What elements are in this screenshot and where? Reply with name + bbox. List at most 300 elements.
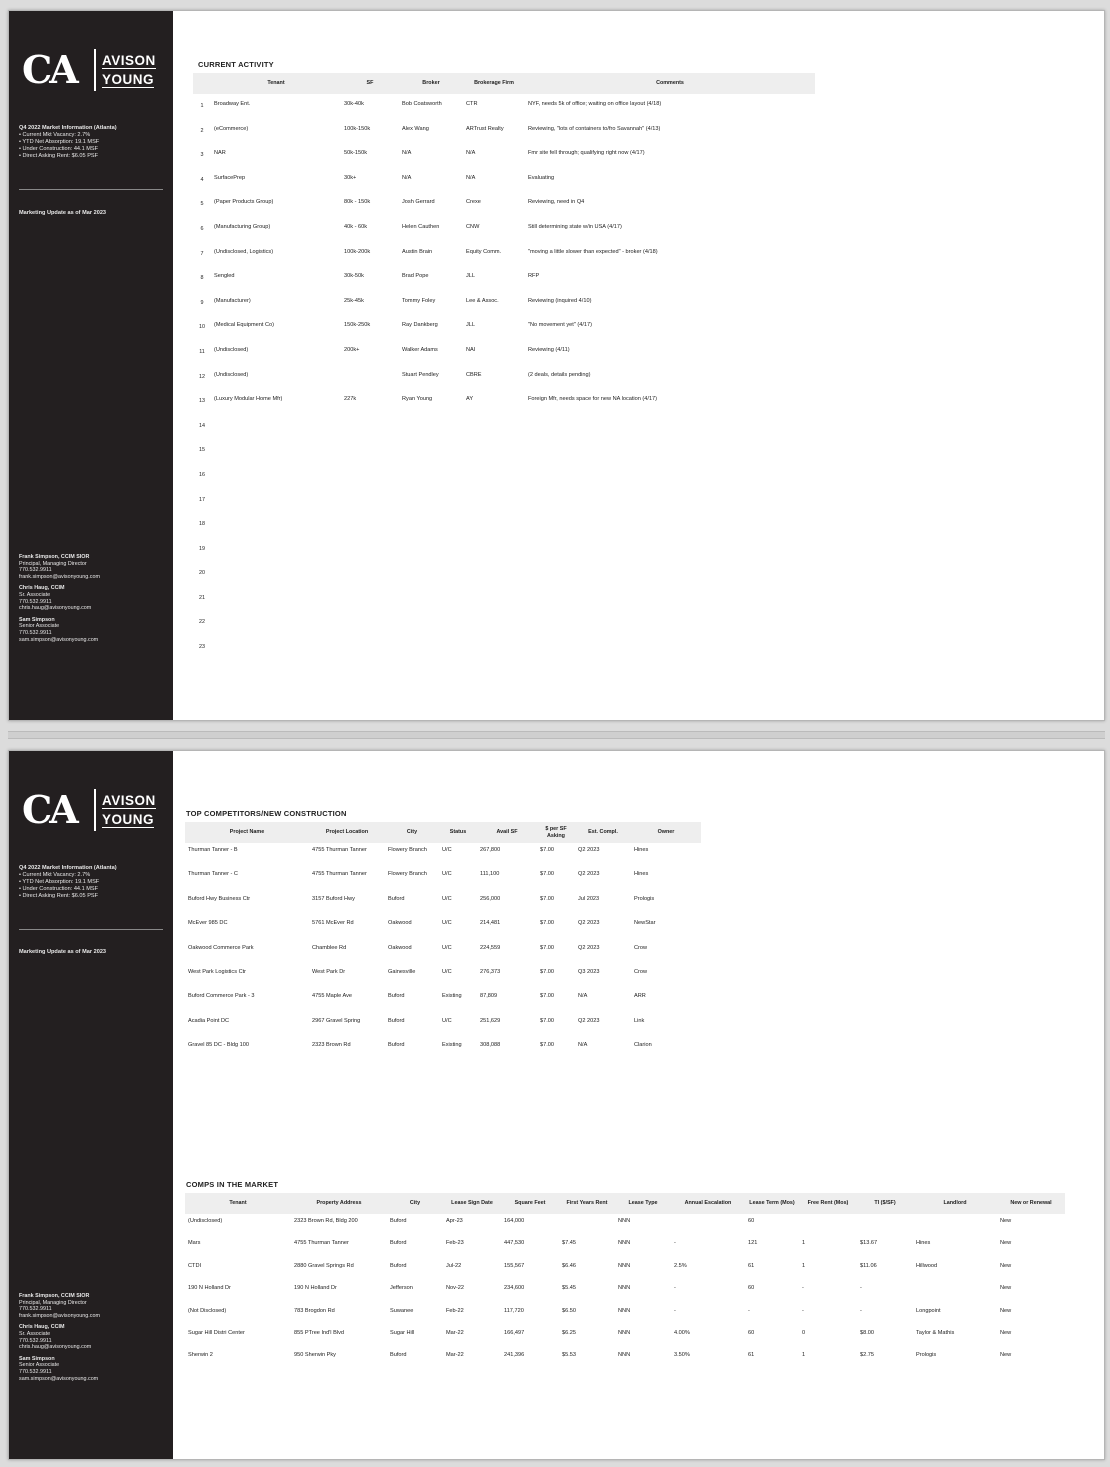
table-cell: 2.5%: [674, 1262, 687, 1269]
column-header: Annual Escalation: [671, 1193, 745, 1214]
table-cell: [211, 463, 341, 488]
table-cell: Equity Comm.: [466, 248, 502, 255]
contact-phone: 770.532.9911: [19, 598, 52, 605]
table-cell: Buford Hwy Business Ctr: [188, 895, 251, 902]
table-cell: U/C: [442, 1017, 452, 1024]
column-header: [193, 73, 211, 94]
comps-title: COMPS IN THE MARKET: [186, 1180, 279, 1189]
table-cell: ARR: [634, 993, 646, 1000]
table-cell: West Park Logistics Ctr: [188, 968, 247, 975]
market-info-item: • YTD Net Absorption: 19.1 MSF: [19, 879, 169, 886]
table-cell: 61: [748, 1352, 755, 1359]
row-number: 16: [199, 471, 205, 478]
table-cell: [857, 1214, 913, 1236]
table-row: [185, 941, 701, 965]
table-cell: 2967 Gravel Spring: [312, 1017, 361, 1024]
table-cell: Lee & Assoc.: [466, 297, 499, 304]
table-cell: 2323 Brown Rd, Bldg 200: [294, 1218, 358, 1224]
logo-mark: CA: [22, 787, 76, 832]
row-number: 1: [200, 103, 204, 109]
logo-divider: [94, 49, 96, 91]
table-cell: NNN: [618, 1352, 631, 1359]
contact-card: [19, 1356, 169, 1382]
row-number: 4: [200, 176, 204, 183]
table-cell: NNN: [618, 1285, 631, 1292]
table-cell: [463, 512, 525, 537]
table-cell: [463, 635, 525, 660]
row-number: 14: [199, 422, 205, 429]
table-cell: Mar-22: [446, 1329, 464, 1336]
table-cell: U/C: [442, 871, 452, 878]
table-row: [193, 512, 815, 537]
table-cell: $7.00: [540, 944, 554, 951]
column-header: Lease Type: [615, 1193, 671, 1214]
table-cell: Still determining state w/in USA (4/17): [528, 223, 622, 230]
table-cell: [559, 1214, 615, 1236]
table-cell: U/C: [442, 895, 452, 902]
table-cell: 1: [802, 1240, 806, 1247]
table-cell: Sengled: [214, 273, 235, 280]
table-cell: [399, 463, 463, 488]
table-cell: Gravel 85 DC - Bldg 100: [188, 1042, 249, 1049]
contact-card: [19, 1293, 169, 1319]
table-row: [193, 340, 815, 365]
table-cell: Buford Commerce Park - 3: [188, 993, 255, 1000]
table-cell: Oakwood: [388, 920, 412, 927]
contact-card: [19, 617, 169, 643]
table-cell: 30k-50k: [344, 273, 364, 280]
table-row: [185, 1259, 1065, 1281]
table-cell: U/C: [442, 920, 452, 927]
column-header: New or Renewal: [997, 1193, 1065, 1214]
row-number: 23: [199, 644, 205, 651]
table-cell: [463, 463, 525, 488]
table-cell: SurfacePrep: [214, 174, 246, 181]
row-number: 21: [199, 594, 205, 601]
table-row: [185, 892, 701, 916]
table-cell: 4755 Thurman Tanner: [312, 871, 367, 878]
table-cell: Taylor & Mathis: [916, 1329, 955, 1336]
row-number: 2: [200, 127, 204, 134]
table-cell: 855 PTree Ind'l Blvd: [294, 1329, 344, 1336]
contact-email[interactable]: sam.simpson@avisonyoung.com: [19, 636, 99, 643]
table-cell: 200k+: [344, 346, 360, 353]
table-cell: NAR: [214, 150, 226, 157]
table-cell: McEver 985 DC: [188, 920, 228, 927]
table-cell: Alex Wang: [402, 125, 429, 132]
table-row: [193, 242, 815, 267]
table-cell: 30k-40k: [344, 101, 364, 107]
market-info-list: [19, 132, 169, 160]
table-cell: Buford: [388, 1017, 405, 1024]
contact-email[interactable]: chris.haug@avisonyoung.com: [19, 1344, 92, 1351]
table-cell: (Paper Products Group): [214, 199, 274, 206]
table-row: [193, 266, 815, 291]
table-cell: Sugar Hill Distri Center: [188, 1329, 245, 1336]
table-cell: [341, 438, 399, 463]
table-cell: [341, 537, 399, 562]
table-row: [193, 463, 815, 488]
table-cell: [463, 586, 525, 611]
table-cell: -: [674, 1240, 676, 1247]
table-cell: Crow: [634, 968, 648, 975]
contact-name: Chris Haug, CCIM: [19, 585, 65, 592]
table-cell: Hines: [634, 847, 649, 853]
table-cell: [525, 561, 815, 586]
column-header: Project Name: [185, 822, 309, 843]
table-cell: 2880 Gravel Springs Rd: [294, 1262, 354, 1269]
table-cell: Josh Gerrard: [402, 199, 435, 206]
column-header: Status: [439, 822, 477, 843]
row-number: 7: [200, 250, 204, 257]
table-cell: -: [860, 1307, 862, 1314]
table-cell: 3157 Buford Hwy: [312, 895, 355, 902]
row-number: 15: [199, 447, 205, 454]
table-cell: $11.06: [860, 1262, 877, 1269]
table-cell: 1: [802, 1262, 806, 1269]
table-row: [193, 414, 815, 439]
table-cell: CTDI: [188, 1262, 202, 1269]
table-cell: [525, 512, 815, 537]
contact-title: Senior Associate: [19, 623, 60, 630]
page-2-content: [173, 751, 1104, 1459]
table-cell: New: [1000, 1285, 1012, 1292]
column-header: Free Rent (Mos): [799, 1193, 857, 1214]
marketing-update: Marketing Update as of Mar 2023: [19, 949, 107, 955]
column-header: First Years Rent: [559, 1193, 615, 1214]
table-cell: $2.75: [860, 1352, 874, 1359]
table-cell: 50k-150k: [344, 150, 368, 157]
row-number: 18: [199, 521, 205, 528]
table-cell: Q3 2023: [578, 968, 600, 975]
market-info-item: • Current Mkt Vacancy: 2.7%: [19, 132, 169, 139]
table-cell: $5.45: [562, 1285, 576, 1292]
table-row: [193, 291, 815, 316]
contact-name: Sam Simpson: [19, 1355, 55, 1362]
market-info-title: Q4 2022 Market Information (Atlanta): [19, 125, 117, 131]
table-cell: ARTrust Realty: [466, 125, 504, 132]
table-cell: (Undisclosed, Logistics): [214, 248, 274, 255]
table-cell: [341, 561, 399, 586]
table-cell: 447,530: [504, 1240, 525, 1247]
sidebar: [9, 11, 173, 720]
logo-word-avison: AVISON: [102, 53, 156, 68]
table-cell: [341, 512, 399, 537]
table-cell: [211, 561, 341, 586]
table-cell: Evaluating: [528, 174, 555, 181]
table-cell: U/C: [442, 944, 452, 951]
column-header: Square Feet: [501, 1193, 559, 1214]
table-cell: Bob Coatsworth: [402, 101, 442, 107]
market-info-title: Q4 2022 Market Information (Atlanta): [19, 865, 117, 871]
table-cell: [463, 610, 525, 635]
market-info: [19, 125, 169, 160]
table-row: [185, 1281, 1065, 1303]
table-cell: [525, 414, 815, 439]
table-cell: West Park Dr: [312, 968, 346, 975]
table-cell: $7.45: [562, 1240, 576, 1247]
table-cell: $6.25: [562, 1329, 576, 1336]
contact-phone: 770.532.9911: [19, 567, 52, 574]
table-cell: Crexe: [466, 199, 481, 206]
table-cell: Hines: [916, 1240, 931, 1247]
table-cell: Existing: [442, 1042, 462, 1049]
table-cell: New: [1000, 1307, 1012, 1314]
contact-title: Principal, Managing Director: [19, 560, 87, 567]
table-cell: Sherwin 2: [188, 1352, 213, 1359]
contact-title: Senior Associate: [19, 1362, 60, 1369]
table-cell: New: [1000, 1352, 1012, 1359]
table-cell: $6.50: [562, 1307, 576, 1314]
table-cell: [671, 1214, 745, 1236]
table-row: [185, 1236, 1065, 1258]
table-cell: (Luxury Modular Home Mfr): [214, 396, 283, 403]
page-separator: [8, 731, 1105, 739]
table-cell: NNN: [618, 1329, 631, 1336]
table-cell: Helen Cauthen: [402, 223, 440, 230]
table-cell: Longpoint: [916, 1307, 941, 1314]
table-cell: [399, 561, 463, 586]
table-cell: N/A: [578, 1042, 588, 1049]
table-row: [193, 119, 815, 144]
market-info-item: • Direct Asking Rent: $6.05 PSF: [19, 893, 169, 900]
table-row: [185, 1014, 701, 1038]
table-cell: New: [1000, 1218, 1012, 1224]
contact-card: [19, 1324, 169, 1350]
table-cell: N/A: [402, 174, 412, 181]
contact-email[interactable]: frank.simpson@avisonyoung.com: [19, 573, 100, 580]
market-info: [19, 865, 169, 900]
table-cell: 111,100: [480, 871, 500, 878]
table-cell: 783 Brogdon Rd: [294, 1307, 335, 1314]
table-cell: 190 N Holland Dr: [188, 1285, 231, 1292]
table-cell: $7.00: [540, 847, 554, 853]
table-cell: CNW: [466, 223, 480, 230]
table-cell: New: [1000, 1240, 1012, 1247]
table-row: [193, 389, 815, 414]
table-cell: [341, 488, 399, 513]
table-cell: -: [674, 1307, 676, 1314]
table-cell: CBRE: [466, 371, 482, 378]
logo-word-young: YOUNG: [102, 812, 155, 827]
contact-email[interactable]: frank.simpson@avisonyoung.com: [19, 1312, 100, 1319]
column-header: City: [387, 1193, 443, 1214]
table-cell: NewStar: [634, 920, 656, 927]
table-cell: Hines: [634, 871, 649, 878]
table-cell: [799, 1214, 857, 1236]
contact-email[interactable]: chris.haug@avisonyoung.com: [19, 605, 92, 612]
table-cell: [463, 488, 525, 513]
row-number: 10: [199, 324, 205, 331]
table-cell: [211, 537, 341, 562]
table-cell: N/A: [466, 174, 476, 181]
table-cell: [211, 438, 341, 463]
table-cell: New: [1000, 1262, 1012, 1269]
table-cell: Flowery Branch: [388, 871, 427, 878]
table-row: [193, 635, 815, 660]
row-number: 19: [199, 545, 205, 552]
table-cell: New: [1000, 1329, 1012, 1336]
table-row: [193, 610, 815, 635]
column-header: Comments: [525, 73, 815, 94]
table-cell: 60: [748, 1285, 755, 1292]
table-cell: 4755 Thurman Tanner: [294, 1240, 349, 1247]
table-cell: Stuart Pendley: [402, 371, 439, 378]
market-info-item: • Under Construction: 44.1 MSF: [19, 886, 169, 893]
table-cell: Prologis: [916, 1352, 937, 1359]
row-number: 8: [200, 275, 204, 282]
table-cell: Thurman Tanner - C: [188, 871, 238, 878]
contact-title: Sr. Associate: [19, 1330, 51, 1337]
table-cell: Link: [634, 1017, 645, 1024]
table-row: [185, 1304, 1065, 1326]
table-cell: Q2 2023: [578, 847, 600, 853]
table-cell: 150k-250k: [344, 322, 371, 329]
column-header: Property Address: [291, 1193, 387, 1214]
table-cell: 1: [802, 1352, 806, 1359]
table-cell: NAI: [466, 346, 476, 353]
table-cell: [211, 488, 341, 513]
table-row: [193, 315, 815, 340]
table-cell: [913, 1281, 997, 1303]
sidebar: [9, 751, 173, 1459]
table-cell: [341, 610, 399, 635]
table-cell: Feb-23: [446, 1240, 464, 1247]
table-cell: [399, 586, 463, 611]
table-cell: $5.53: [562, 1352, 576, 1359]
table-cell: NNN: [618, 1240, 631, 1247]
competitors-table: [185, 822, 701, 1063]
table-row: [185, 1214, 1065, 1236]
contact-phone: 770.532.9911: [19, 1306, 52, 1313]
contact-name: Sam Simpson: [19, 616, 55, 623]
market-info-item: • Direct Asking Rent: $6.05 PSF: [19, 153, 169, 160]
table-cell: 30k+: [344, 174, 357, 181]
table-row: [185, 1348, 1065, 1370]
table-header: [185, 822, 701, 843]
table-cell: $7.00: [540, 968, 554, 975]
table-cell: Reviewing (4/11): [528, 346, 570, 353]
table-cell: NNN: [618, 1218, 631, 1224]
row-number: 5: [200, 201, 204, 208]
market-info-list: [19, 872, 169, 900]
row-number: 3: [200, 152, 204, 159]
market-info-item: • Under Construction: 44.1 MSF: [19, 146, 169, 153]
table-cell: [525, 610, 815, 635]
row-number: 13: [199, 398, 205, 405]
table-cell: 4.00%: [674, 1329, 690, 1336]
contact-email[interactable]: sam.simpson@avisonyoung.com: [19, 1375, 99, 1382]
table-cell: 61: [748, 1262, 755, 1269]
comps-table: [185, 1193, 1065, 1371]
table-cell: Buford: [388, 895, 405, 902]
table-cell: Mars: [188, 1240, 201, 1247]
table-cell: N/A: [402, 150, 412, 157]
table-cell: Reviewing, need in Q4: [528, 199, 585, 206]
avison-young-logo: [22, 787, 162, 833]
table-cell: 87,809: [480, 993, 498, 1000]
table-cell: 0: [802, 1329, 806, 1336]
table-cell: 227k: [344, 396, 357, 403]
table-cell: -: [748, 1307, 750, 1314]
table-cell: [463, 537, 525, 562]
table-cell: Mar-22: [446, 1352, 464, 1359]
table-row: [193, 488, 815, 513]
table-row: [185, 867, 701, 891]
table-cell: [399, 438, 463, 463]
table-cell: 224,559: [480, 944, 501, 951]
table-cell: Buford: [390, 1352, 407, 1359]
table-cell: 166,497: [504, 1329, 525, 1336]
table-cell: Buford: [388, 1042, 405, 1049]
table-row: [193, 561, 815, 586]
table-cell: (Undisclosed): [188, 1218, 223, 1224]
table-cell: Walker Adams: [402, 346, 438, 353]
table-cell: Oakwood Commerce Park: [188, 944, 254, 951]
table-body: [185, 843, 701, 1063]
contact-name: Chris Haug, CCIM: [19, 1324, 65, 1331]
table-cell: Feb-22: [446, 1307, 464, 1314]
table-cell: -: [674, 1285, 676, 1292]
table-cell: Buford: [390, 1240, 407, 1247]
table-header: [185, 1193, 1065, 1214]
table-header: [193, 73, 815, 94]
column-header: Broker: [399, 73, 463, 94]
row-number: 17: [199, 496, 205, 503]
table-row: [193, 537, 815, 562]
table-cell: $7.00: [540, 993, 554, 1000]
table-cell: NNN: [618, 1262, 631, 1269]
table-cell: 80k - 150k: [344, 199, 371, 206]
table-cell: Ryan Young: [402, 396, 433, 403]
row-number: 9: [200, 299, 204, 306]
table-cell: Nov-22: [446, 1285, 465, 1292]
table-cell: [211, 635, 341, 660]
table-cell: 60: [748, 1329, 755, 1336]
table-cell: 308,088: [480, 1042, 501, 1049]
table-cell: 4755 Thurman Tanner: [312, 847, 367, 853]
logo-word-young: YOUNG: [102, 72, 155, 87]
table-cell: Reviewing, "lots of containers to/fro Savannah" (4/13): [528, 125, 661, 132]
table-cell: 121: [748, 1240, 758, 1247]
column-header: Lease Term (Mos): [745, 1193, 799, 1214]
table-cell: N/A: [466, 150, 476, 157]
table-cell: [341, 365, 399, 390]
table-cell: 276,373: [480, 968, 501, 975]
table-cell: Q2 2023: [578, 1017, 600, 1024]
table-cell: -: [860, 1285, 862, 1292]
column-header: Landlord: [913, 1193, 997, 1214]
table-cell: Jul-22: [446, 1262, 462, 1269]
current-activity-table: [193, 73, 815, 660]
contact-card: [19, 585, 169, 611]
table-cell: Jefferson: [390, 1285, 413, 1292]
table-cell: $7.00: [540, 1042, 554, 1049]
table-cell: 950 Sherwin Pky: [294, 1352, 336, 1359]
table-cell: [525, 463, 815, 488]
row-number: 11: [199, 348, 205, 355]
table-cell: 241,396: [504, 1352, 525, 1359]
table-cell: [341, 586, 399, 611]
column-header: Lease Sign Date: [443, 1193, 501, 1214]
table-cell: [399, 537, 463, 562]
table-cell: [525, 488, 815, 513]
table-cell: 100k-150k: [344, 125, 371, 132]
table-cell: Crow: [634, 944, 648, 951]
table-cell: NYF, needs 5k of office; waiting on office layout (4/18): [528, 101, 662, 107]
table-cell: 5761 McEver Rd: [312, 920, 354, 927]
column-header: Avail SF: [477, 822, 537, 843]
